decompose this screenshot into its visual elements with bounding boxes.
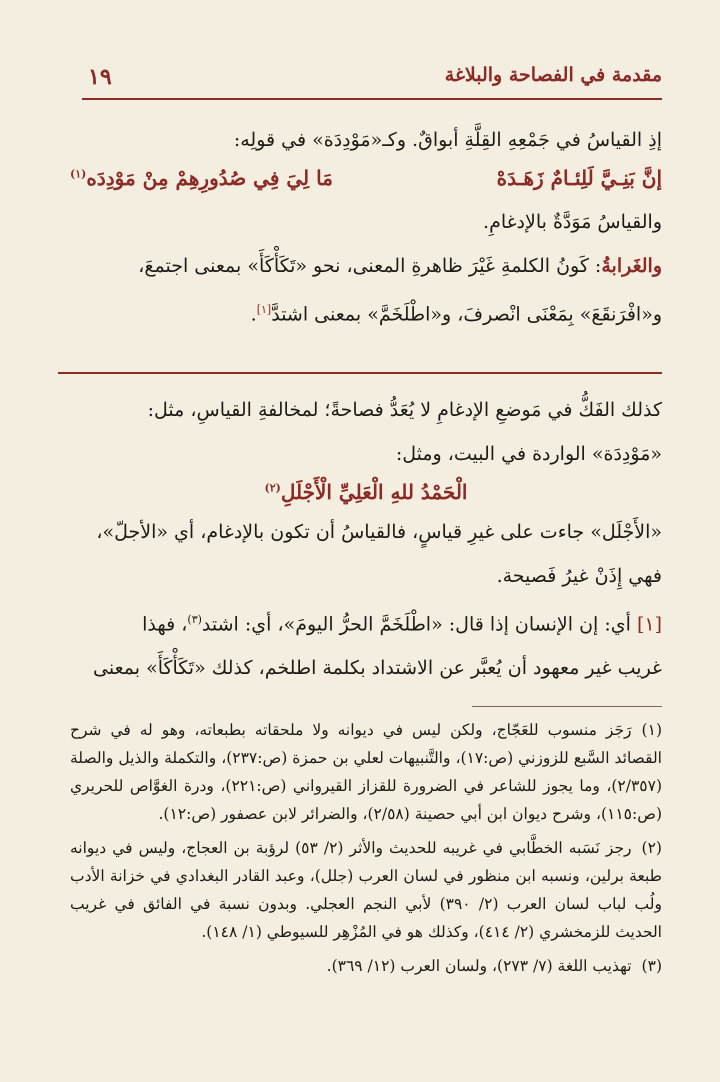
footnote-number: (١) [641, 721, 662, 739]
centered-verse [70, 480, 662, 504]
main-text [70, 122, 662, 340]
footnote-3 [70, 952, 662, 980]
footnote-1 [70, 716, 662, 828]
definition-text: : كَونُ الكلمةِ غَيْرَ ظاهرةِ المعنى، نحو «تَكَأْكَأَ» بمعنى اجتمعَ، [138, 255, 602, 277]
text-line [70, 292, 662, 332]
footnote-text: رجز نَسَبه الخطَّابي في غريبه للحديث والأثر (٢/ ٥٣) لرؤبة بن العجاج، وليس في ديوانه طبعة برلين، ونسبه ابن منظور في لسان العرب (جلل)، وعبد القادر البغدادي في خزانة الأدب ولُب لباب لسان العرب (٢/ ٣٩٠) لأبي النجم العجلي. وبدون نسبة في الفائق في غريب الحديث للزمخشري (٢/ ٤١٤)، وكذلك هو في المُزْهِر للسيوطي (١/ ١٤٨). [70, 839, 662, 941]
verse-second-half [70, 166, 333, 190]
footnote-marker: (٣) [187, 613, 202, 626]
text-line: والقياسُ مَوَدَّةٌ بالإدغامِ. [483, 211, 662, 233]
header-title: مقدمة في الفصاحة والبلاغة [444, 64, 662, 86]
section-divider [58, 372, 662, 374]
footnote-number: (٢) [641, 839, 662, 857]
verse-first-half: إنَّ بَنِـيَّ لَلِئـامٌ زَهَـدَهْ [496, 166, 662, 190]
commentary [70, 392, 662, 694]
note-ref: [١] [636, 613, 662, 636]
commentary-line: فهي إِذَنْ غيرُ فَصيحة. [496, 565, 662, 587]
footnote-divider [472, 706, 662, 707]
running-header [82, 58, 662, 100]
commentary-line: غريب غير معهود أن يُعبَّر عن الاشتداد بكلمة اطلخم، كذلك «تَكَأْكَأَ» بمعنى [93, 657, 662, 680]
commentary-note [70, 602, 662, 642]
commentary-line: «الأَجْلَل» جاءت على غيرِ قياسٍ، فالقياسُ أن تكون بالإدغام، أي «الأجلّ»، [96, 521, 662, 543]
verse-text: الْحَمْدُ للهِ الْعَلِيِّ الْأَجْلَلِ [280, 480, 468, 504]
footnote-number: (٣) [641, 957, 662, 975]
term-gharaba: والغَرابةُ [601, 255, 662, 277]
footnote-text: رَجَز منسوب للعَجّاج، ولكن ليس في ديوانه ولا ملحقاته بطبعاته، وهو له في شرح القصائد السَّبع للزوزني (ص:١٧)، والتَّنبيهات لعلي بن حمزة (ص:٢٣٧)، والتكملة والذيل والصلة (٢/٣٥٧)، وما يجوز للشاعر في الضرورة للقزاز القيرواني (ص:٢٢١)، ودرة الغوَّاص للحريري (ص:١١٥)، وشرح ديوان ابن أبي حصينة (٢/٥٨)، والضرائر لابن عصفور (ص:١٢). [70, 721, 662, 823]
definition-line [70, 248, 662, 284]
page-number: ١٩ [88, 64, 112, 90]
text-span: . [250, 303, 257, 326]
note-text: أي: إن الإنسان إذا قال: «اطْلَخَمَّ الحرُّ اليومَ»، أي: اشتد [201, 613, 631, 636]
commentary-line: كذلك الفَكُّ في مَوضعِ الإدغامِ لا يُعَدُّ فصاحةً؛ لمخالفةِ القياسِ، مثل: [147, 399, 662, 421]
footnote-marker: (٢) [264, 481, 281, 495]
commentary-ref: [١] [256, 303, 272, 316]
text-span: و«افْرَنقَعَ» بِمَعْنَى انْصرفَ، و«اطْلَخَمَّ» بمعنى اشتدَّ [271, 303, 662, 326]
footnote-marker: (١) [70, 167, 87, 181]
commentary-line: «مَوْدِدَة» الواردة في البيت، ومثل: [395, 443, 662, 465]
note-text-end: ، فهذا [142, 613, 188, 636]
poetry-verse [70, 166, 662, 190]
footnotes [70, 716, 662, 986]
footnote-2 [70, 834, 662, 946]
verse-second-half-text: مَا لِيَ فِي صُدُورِهِمْ مِنْ مَوْدِدَه [86, 166, 333, 190]
text-line: إذِ القياسُ في جَمْعِهِ القِلَّةِ أبواقٌ. وكـ«مَوْدِدَة» في قولِه: [233, 129, 662, 151]
footnote-text: تهذيب اللغة (٧/ ٢٧٣)، ولسان العرب (١٢/ ٣٦٩). [326, 957, 632, 975]
